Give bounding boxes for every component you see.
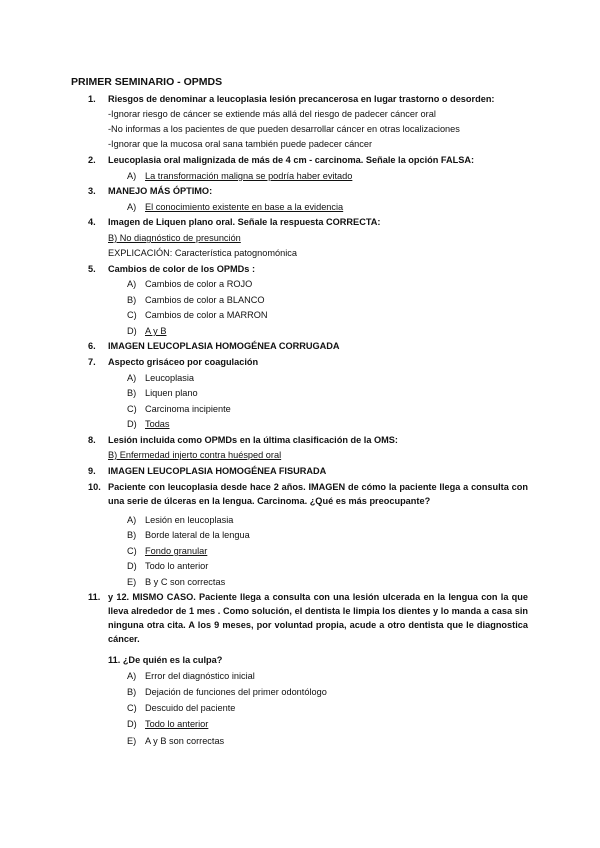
question-8 [88, 433, 528, 447]
option-letter: C) [127, 404, 137, 414]
question-text: Aspecto grisáceo por coagulación [108, 357, 259, 367]
option-letter: C) [127, 310, 137, 320]
question-1 [88, 92, 528, 106]
option-text: Cambios de color a ROJO [145, 279, 253, 289]
option-text: Lesión en leucoplasia [145, 515, 234, 525]
q11-option-e [127, 734, 224, 748]
question-number: 11. [88, 592, 101, 602]
question-number: 9. [88, 466, 96, 476]
question-number: 3. [88, 186, 96, 196]
question-number: 1. [88, 94, 96, 104]
option-letter: A) [127, 373, 137, 383]
question-3 [88, 184, 528, 198]
q7-option-c [127, 402, 231, 416]
q7-option-b [127, 386, 198, 400]
document-title: PRIMER SEMINARIO - OPMDS [71, 76, 223, 88]
question-2 [88, 153, 528, 167]
question-text: Leucoplasia oral malignizada de más de 4 cm - carcinoma. Señale la opción FALSA: [108, 155, 475, 165]
option-text: Cambios de color a BLANCO [145, 295, 265, 305]
option-letter: D) [127, 326, 137, 336]
option-letter: A) [127, 515, 137, 525]
q5-option-d [127, 324, 166, 338]
option-letter: B) [127, 388, 137, 398]
option-letter: A) [127, 279, 137, 289]
q10-option-e [127, 575, 225, 589]
option-text: Dejación de funciones del primer odontólogo [145, 687, 327, 697]
question-5 [88, 262, 528, 276]
option-text: Carcinoma incipiente [145, 404, 231, 414]
option-text: A y B son correctas [145, 736, 225, 746]
question-10 [88, 480, 528, 508]
question-text: Imagen de Liquen plano oral. Señale la respuesta CORRECTA: [108, 217, 381, 227]
question-text: Lesión incluida como OPMDs en la última clasificación de la OMS: [108, 435, 398, 445]
option-letter: A) [127, 171, 137, 181]
q5-option-b [127, 293, 265, 307]
question-text: MANEJO MÁS ÓPTIMO: [108, 186, 213, 196]
q10-option-b [127, 528, 250, 542]
q7-option-a [127, 371, 194, 385]
q8-answer: B) Enfermedad injerto contra huésped oral [108, 450, 282, 460]
option-text: Liquen plano [145, 388, 198, 398]
q10-option-c [127, 544, 207, 558]
option-text: B y C son correctas [145, 577, 226, 587]
q1-line-3: -Ignorar que la mucosa oral sana también puede padecer cáncer [108, 139, 373, 149]
question-text: Cambios de color de los OPMDs : [108, 264, 256, 274]
question-number: 6. [88, 341, 96, 351]
question-text: IMAGEN LEUCOPLASIA HOMOGÉNEA FISURADA [108, 466, 327, 476]
option-text: Fondo granular [145, 546, 208, 556]
q4-explanation: EXPLICACIÓN: Característica patognomónica [108, 248, 297, 258]
question-7 [88, 355, 528, 369]
question-11 [88, 590, 528, 646]
option-text: Cambios de color a MARRON [145, 310, 268, 320]
option-text: Borde lateral de la lengua [145, 530, 250, 540]
option-text: Todas [145, 419, 170, 429]
option-letter: E) [127, 736, 137, 746]
question-number: 10. [88, 482, 101, 492]
option-letter: C) [127, 546, 137, 556]
option-text: La transformación maligna se podría haber evitado [145, 171, 353, 181]
q7-option-d [127, 417, 170, 431]
q11-option-c [127, 701, 235, 715]
option-letter: D) [127, 719, 137, 729]
q11-option-d [127, 717, 208, 731]
q11-option-a [127, 669, 255, 683]
option-letter: E) [127, 577, 137, 587]
q10-option-d [127, 559, 208, 573]
option-text: Error del diagnóstico inicial [145, 671, 255, 681]
q11-subquestion: 11. ¿De quién es la culpa? [108, 655, 223, 665]
q4-answer: B) No diagnóstico de presunción [108, 233, 241, 243]
option-text: Todo lo anterior [145, 719, 209, 729]
question-number: 8. [88, 435, 96, 445]
q5-option-a [127, 277, 252, 291]
option-text: El conocimiento existente en base a la evidencia [145, 202, 344, 212]
question-number: 2. [88, 155, 96, 165]
option-text: Leucoplasia [145, 373, 195, 383]
question-text: Paciente con leucoplasia desde hace 2 años. IMAGEN de cómo la paciente llega a consulta con una serie de úlceras en la lengua. Carcinoma. ¿Qué es más preocupante? [108, 482, 528, 506]
question-text: Riesgos de denominar a leucoplasia lesión precancerosa en lugar trastorno o desorden: [108, 94, 495, 104]
option-letter: D) [127, 561, 137, 571]
question-number: 4. [88, 217, 96, 227]
q3-option-a [127, 200, 343, 214]
q5-option-c [127, 308, 268, 322]
option-text: Descuido del paciente [145, 703, 236, 713]
q10-option-a [127, 513, 233, 527]
question-number: 5. [88, 264, 96, 274]
option-letter: A) [127, 671, 137, 681]
q1-line-2: -No informas a los pacientes de que pueden desarrollar cáncer en otras localizaciones [108, 124, 460, 134]
option-letter: B) [127, 295, 137, 305]
option-letter: C) [127, 703, 137, 713]
option-text: Todo lo anterior [145, 561, 209, 571]
option-letter: D) [127, 419, 137, 429]
question-text: IMAGEN LEUCOPLASIA HOMOGÉNEA CORRUGADA [108, 341, 340, 351]
q2-option-a [127, 169, 352, 183]
option-letter: A) [127, 202, 137, 212]
q1-line-1: -Ignorar riesgo de cáncer se extiende más allá del riesgo de padecer cáncer oral [108, 109, 436, 119]
question-6 [88, 339, 528, 353]
option-letter: B) [127, 530, 137, 540]
question-number: 7. [88, 357, 96, 367]
question-text: y 12. MISMO CASO. Paciente llega a consulta con una lesión ulcerada en la lengua con la que lleva alrededor de 1 mes . Como solución, el dentista le limpia los dientes y lo manda a casa sin ninguna otra cita. A los 9 meses, por voluntad propia, acude a otro dentista que le diagnostica cáncer. [108, 592, 528, 644]
q11-option-b [127, 685, 327, 699]
question-9 [88, 464, 528, 478]
question-4 [88, 215, 528, 229]
option-text: A y B [145, 326, 167, 336]
option-letter: B) [127, 687, 137, 697]
